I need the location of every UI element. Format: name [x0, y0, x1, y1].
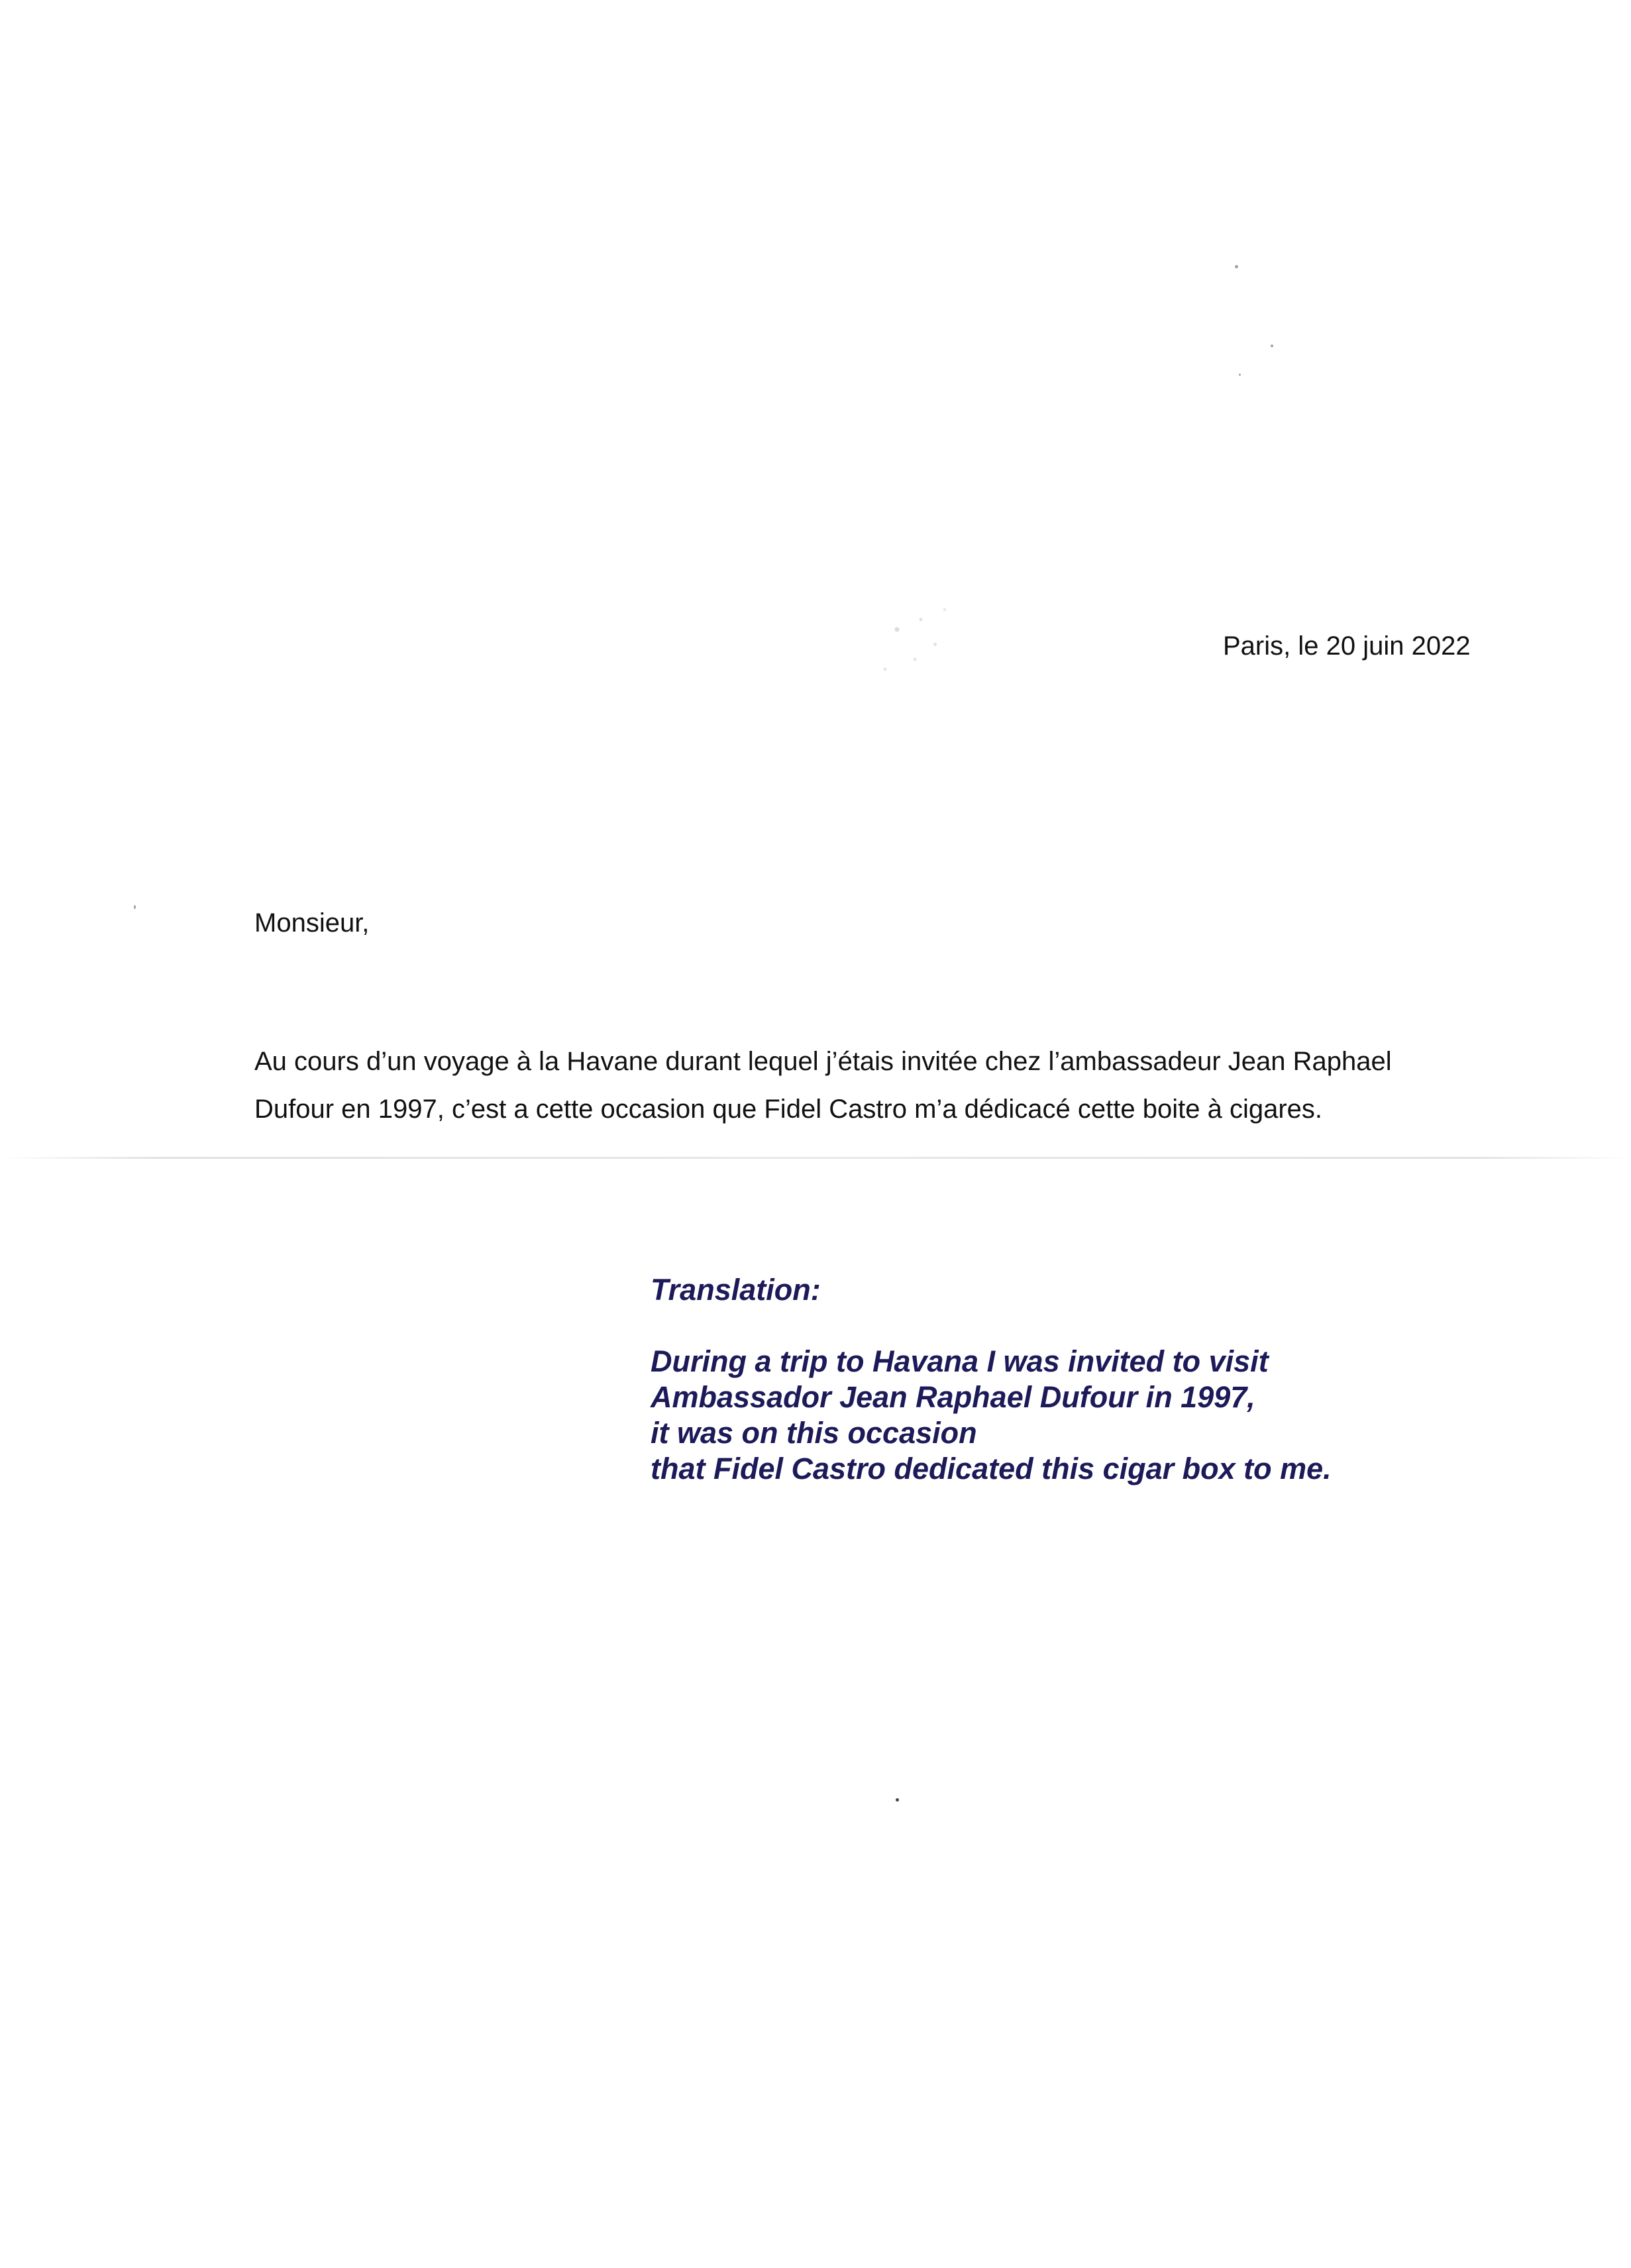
- scan-speck: [1235, 265, 1238, 268]
- letter-body-line: Dufour en 1997, c’est a cette occasion que Fidel Castro m’a dédicacé cette boite à cigares.: [254, 1095, 1323, 1124]
- scan-smudge: [861, 590, 980, 689]
- scan-speck: [134, 905, 136, 909]
- translation-heading: Translation:: [651, 1273, 821, 1307]
- translation-line: it was on this occasion: [651, 1416, 977, 1450]
- letter-body-line: Au cours d’un voyage à la Havane durant lequel j’étais invitée chez l’ambassadeur Jean Raphael: [254, 1047, 1392, 1076]
- paper-fold-line: [0, 1157, 1631, 1159]
- translation-block: [651, 1272, 1332, 1487]
- letter-body: [254, 1038, 1447, 1133]
- translation-line: During a trip to Havana I was invited to visit: [651, 1344, 1269, 1378]
- letter-salutation: Monsieur,: [254, 908, 370, 938]
- scan-speck: [1271, 345, 1273, 347]
- scan-speck: [1239, 374, 1241, 376]
- translation-line: Ambassador Jean Raphael Dufour in 1997,: [651, 1380, 1255, 1414]
- translation-line: that Fidel Castro dedicated this cigar box to me.: [651, 1452, 1332, 1485]
- letter-date: Paris, le 20 juin 2022: [1223, 631, 1471, 661]
- scan-speck: [896, 1798, 899, 1802]
